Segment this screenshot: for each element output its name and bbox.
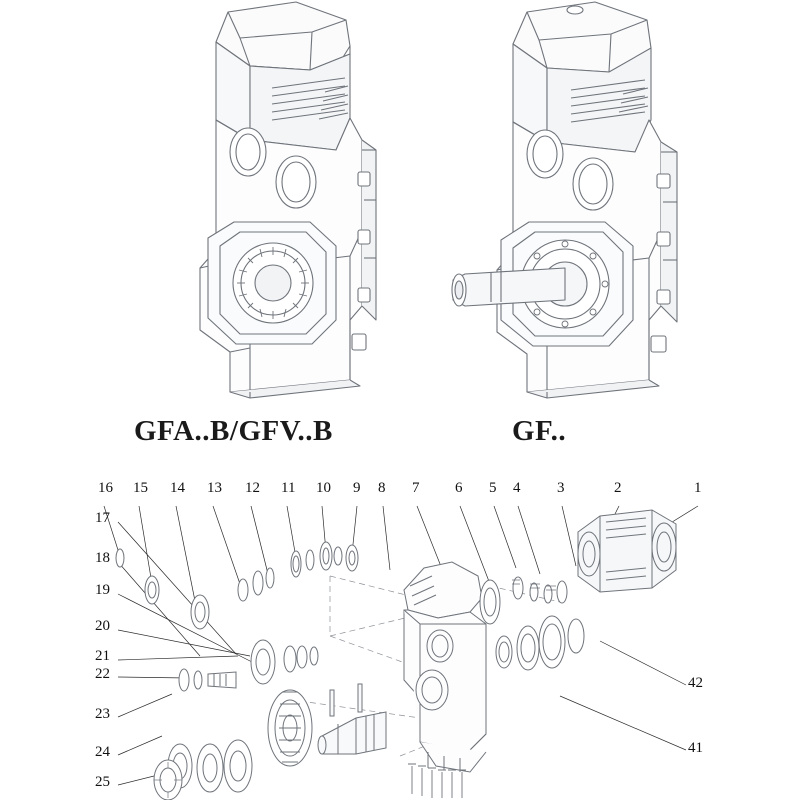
callout-13: 13 <box>207 480 222 496</box>
callout-2: 2 <box>614 480 622 496</box>
callout-9: 9 <box>353 480 361 496</box>
callout-7: 7 <box>412 480 420 496</box>
callout-10: 10 <box>316 480 331 496</box>
callout-21: 21 <box>95 648 110 664</box>
callout-18: 18 <box>95 550 110 566</box>
callout-14: 14 <box>170 480 185 496</box>
callout-5: 5 <box>489 480 497 496</box>
callout-4: 4 <box>513 480 521 496</box>
callout-12: 12 <box>245 480 260 496</box>
callout-23: 23 <box>95 706 110 722</box>
callout-25: 25 <box>95 774 110 790</box>
callout-22: 22 <box>95 666 110 682</box>
callout-20: 20 <box>95 618 110 634</box>
exploded-parts-diagram <box>0 466 800 800</box>
callout-17: 17 <box>95 510 110 526</box>
callout-11: 11 <box>281 480 296 496</box>
callout-3: 3 <box>557 480 565 496</box>
gearbox-view-right <box>405 0 725 400</box>
callout-16: 16 <box>98 480 113 496</box>
callout-24: 24 <box>95 744 110 760</box>
callout-19: 19 <box>95 582 110 598</box>
callout-1: 1 <box>694 480 702 496</box>
gearbox-view-left <box>100 0 400 400</box>
callout-41: 41 <box>688 740 703 756</box>
caption-gf: GF.. <box>512 415 567 447</box>
callout-15: 15 <box>133 480 148 496</box>
callout-8: 8 <box>378 480 386 496</box>
callout-42: 42 <box>688 675 703 691</box>
callout-6: 6 <box>455 480 463 496</box>
caption-gfab-gfvb: GFA..B/GFV..B <box>134 415 333 447</box>
exploded-drawing <box>0 466 800 800</box>
